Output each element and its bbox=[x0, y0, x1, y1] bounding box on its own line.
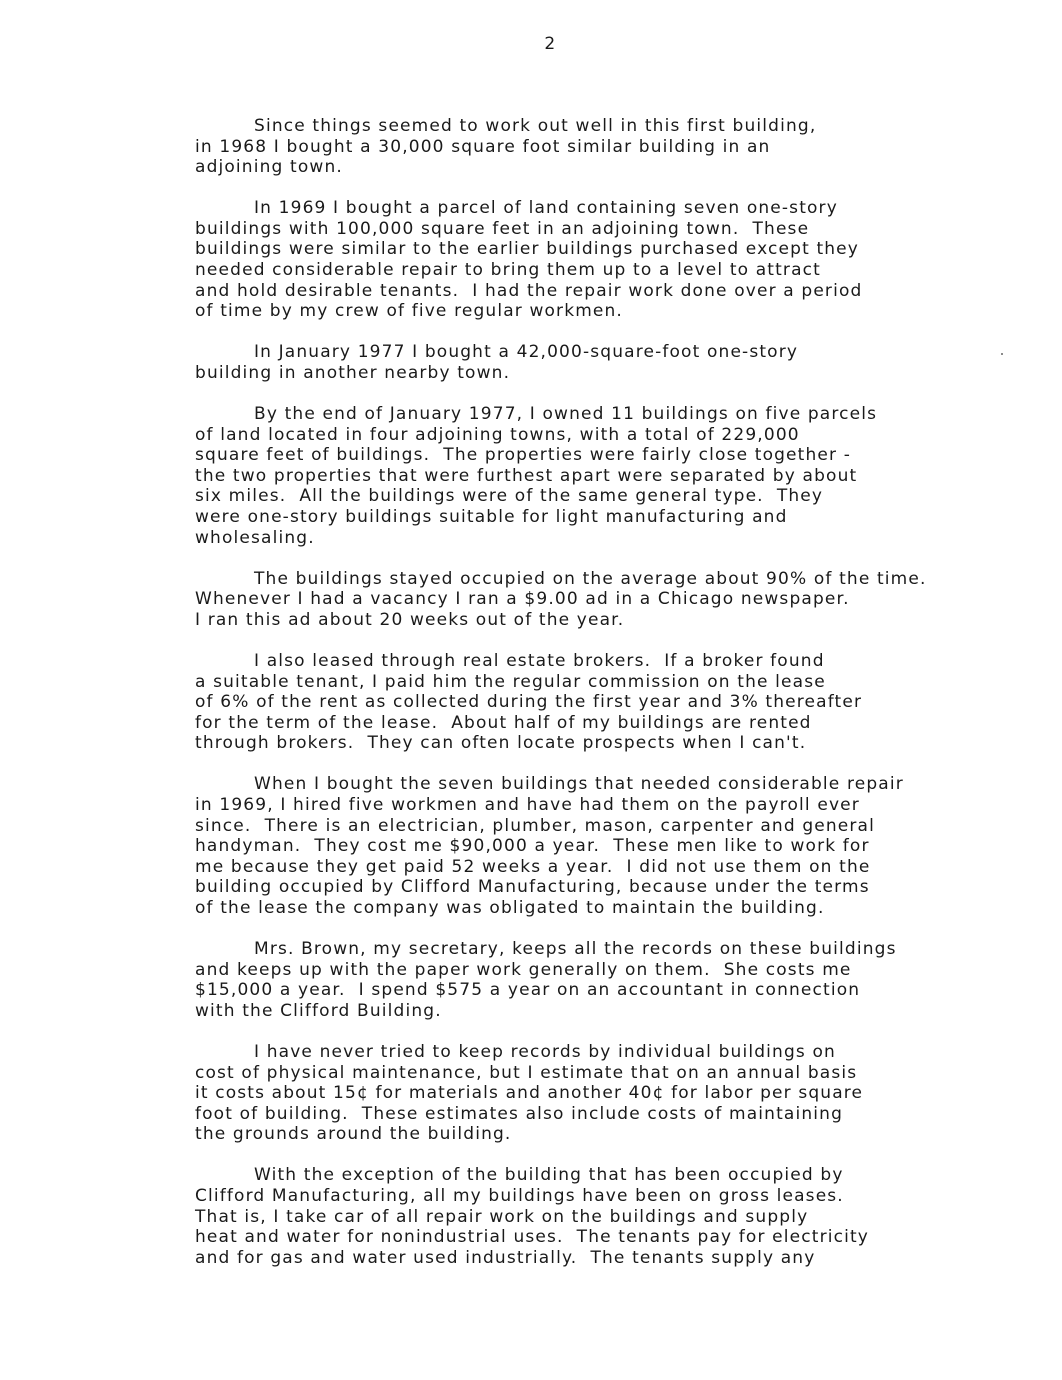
paragraph-line: were one-story buildings suitable for light manufacturing and bbox=[195, 507, 788, 527]
paragraph-line: I ran this ad about 20 weeks out of the year. bbox=[195, 609, 625, 630]
paragraph-line: and hold desirable tenants. I had the repair work done over a period bbox=[195, 280, 863, 301]
paragraph bbox=[195, 939, 975, 1021]
paragraph-line: the grounds around the building. bbox=[195, 1124, 512, 1145]
paragraph-first-line: By the end of January 1977, I owned 11 buildings on five parcels bbox=[254, 404, 878, 425]
paragraph-line: foot of building. These estimates also include costs of maintaining bbox=[195, 1103, 844, 1124]
paragraph-line: building occupied by Clifford Manufacturing, because under the terms bbox=[195, 877, 870, 898]
paragraph bbox=[195, 569, 975, 631]
paragraph-line: for the term of the lease. About half of my buildings are rented bbox=[195, 712, 812, 733]
paragraph-line: Whenever I had a vacancy I ran a $9.00 ad in a Chicago newspaper. bbox=[195, 589, 850, 610]
paragraph-line: the two properties that were furthest apart were separated by about bbox=[195, 465, 858, 486]
paragraph-line: buildings with 100,000 square feet in an adjoining town. These bbox=[195, 218, 810, 239]
paragraph-line: cost of physical maintenance, but I estimate that on an annual basis bbox=[195, 1062, 858, 1083]
paragraph-line: in 1968 I bought a 30,000 square foot similar building in an bbox=[195, 136, 771, 157]
paragraph-line: a suitable tenant, I paid him the regular commission on the lease bbox=[195, 671, 826, 692]
paragraph-first-line: Mrs. Brown, my secretary, keeps all the records on these buildings bbox=[254, 939, 897, 960]
paragraph-line: of land located in four adjoining towns, with a total of 229,000 bbox=[195, 424, 800, 445]
paragraph-line: heat and water for nonindustrial uses. The tenants pay for electricity bbox=[195, 1227, 869, 1248]
paragraph-line: with the Clifford Building. bbox=[195, 1000, 442, 1021]
scan-speck bbox=[1001, 353, 1003, 355]
paragraph-line: and for gas and water used industrially. The tenants supply any bbox=[195, 1247, 816, 1268]
paragraph-line: wholesaling. bbox=[195, 527, 315, 548]
paragraph-line: of 6% of the rent as collected during the first year and 3% thereafter bbox=[195, 692, 863, 713]
paragraph-line: of the lease the company was obligated to maintain the building. bbox=[195, 898, 825, 918]
paragraph-line: of time by my crew of five regular workmen. bbox=[195, 301, 623, 322]
paragraph-first-line: Since things seemed to work out well in this first building, bbox=[254, 116, 817, 136]
page-number: 2 bbox=[544, 34, 556, 54]
paragraph-line: and keeps up with the paper work generally on them. She costs me bbox=[195, 959, 852, 980]
paragraph bbox=[195, 198, 975, 322]
paragraph-first-line: In January 1977 I bought a 42,000-square-foot one-story bbox=[254, 342, 799, 363]
paragraph-line: me because they get paid 52 weeks a year. I did not use them on the bbox=[195, 856, 871, 877]
paragraph-line: That is, I take car of all repair work on the buildings and supply bbox=[195, 1206, 809, 1227]
paragraph bbox=[195, 1165, 975, 1268]
paragraph bbox=[195, 774, 975, 918]
paragraph-first-line: I have never tried to keep records by individual buildings on bbox=[254, 1041, 836, 1062]
paragraph-line: square feet of buildings. The properties were fairly close together - bbox=[195, 445, 851, 466]
paragraph bbox=[195, 116, 975, 178]
paragraph bbox=[195, 651, 975, 754]
paragraph-line: six miles. All the buildings were of the same general type. They bbox=[195, 486, 824, 507]
paragraph-first-line: With the exception of the building that has been occupied by bbox=[254, 1165, 844, 1186]
paragraph-line: needed considerable repair to bring them up to a level to attract bbox=[195, 260, 821, 281]
paragraph-first-line: In 1969 I bought a parcel of land containing seven one-story bbox=[254, 198, 838, 219]
body-text bbox=[195, 116, 975, 1289]
paragraph-first-line: The buildings stayed occupied on the average about 90% of the time. bbox=[254, 568, 927, 589]
paragraph-line: adjoining town. bbox=[195, 157, 343, 178]
paragraph-line: it costs about 15¢ for materials and another 40¢ for labor per square bbox=[195, 1083, 864, 1104]
paragraph-first-line: When I bought the seven buildings that needed considerable repair bbox=[254, 774, 904, 795]
paragraph-first-line: I also leased through real estate brokers. If a broker found bbox=[254, 650, 825, 671]
paragraph bbox=[195, 1042, 975, 1145]
paragraph bbox=[195, 404, 975, 548]
paragraph-line: in 1969, I hired five workmen and have had them on the payroll ever bbox=[195, 795, 860, 816]
paragraph-line: through brokers. They can often locate prospects when I can't. bbox=[195, 733, 807, 754]
paragraph-line: Clifford Manufacturing, all my buildings have been on gross leases. bbox=[195, 1186, 844, 1207]
paragraph-line: building in another nearby town. bbox=[195, 362, 511, 383]
paragraph-line: handyman. They cost me $90,000 a year. These men like to work for bbox=[195, 836, 870, 857]
paragraph-line: $15,000 a year. I spend $575 a year on an accountant in connection bbox=[195, 980, 861, 1001]
paragraph bbox=[195, 342, 975, 383]
paragraph-line: since. There is an electrician, plumber, mason, carpenter and general bbox=[195, 815, 875, 836]
paragraph-line: buildings were similar to the earlier buildings purchased except they bbox=[195, 239, 860, 260]
